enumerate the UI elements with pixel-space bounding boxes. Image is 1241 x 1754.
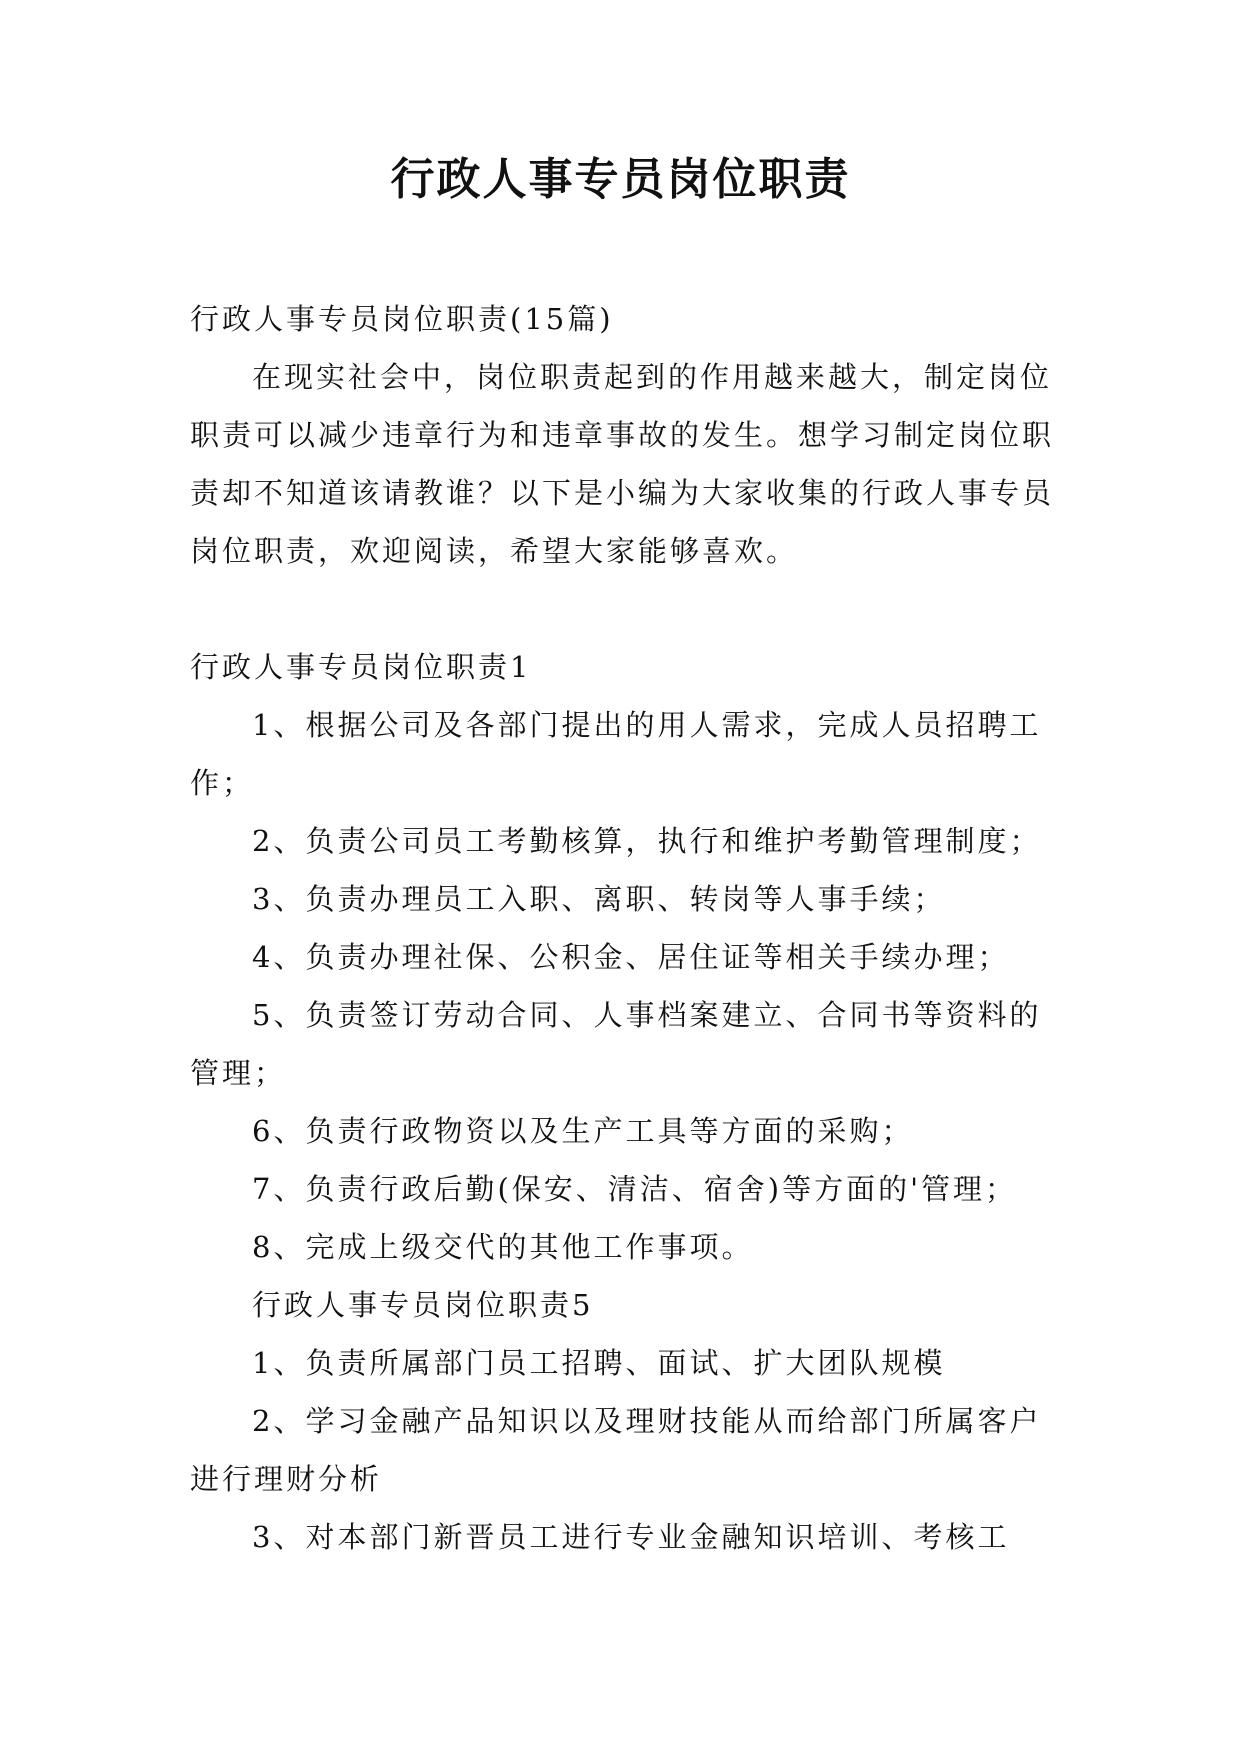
section-1-item-4: 4、负责办理社保、公积金、居住证等相关手续办理； <box>252 940 1010 974</box>
intro-paragraph: 在现实社会中，岗位职责起到的作用越来越大，制定岗位职责可以减少违章行为和违章事故的发生。想学习制定岗位职责却不知道该请教谁？以下是小编为大家收集的行政人事专员岗位职责，欢迎阅读，希望大家能够喜欢。 <box>190 360 1055 568</box>
section-1-item-3: 3、负责办理员工入职、离职、转岗等人事手续； <box>252 882 946 916</box>
section-1-item-5: 5、负责签订劳动合同、人事档案建立、合同书等资料的管理； <box>190 998 1042 1090</box>
section-5-heading: 行政人事专员岗位职责5 <box>252 1288 594 1322</box>
section-5-item-3: 3、对本部门新晋员工进行专业金融知识培训、考核工 <box>252 1520 1010 1554</box>
section-1-heading: 行政人事专员岗位职责1 <box>190 650 532 684</box>
document-body <box>190 290 1060 1566</box>
section-1-item-6: 6、负责行政物资以及生产工具等方面的采购； <box>252 1114 914 1148</box>
paragraph-spacer <box>190 580 1060 638</box>
section-1-item-8: 8、完成上级交代的其他工作事项。 <box>252 1230 754 1264</box>
section-5-item-1: 1、负责所属部门员工招聘、面试、扩大团队规模 <box>252 1346 946 1380</box>
document-title: 行政人事专员岗位职责 <box>390 154 851 205</box>
section-5-item-2: 2、学习金融产品知识以及理财技能从而给部门所属客户进行理财分析 <box>190 1404 1042 1496</box>
section-1-item-2: 2、负责公司员工考勤核算，执行和维护考勤管理制度； <box>252 824 1042 858</box>
section-1-item-7: 7、负责行政后勤(保安、清洁、宿舍)等方面的'管理； <box>252 1172 1018 1206</box>
document-subtitle: 行政人事专员岗位职责(15篇) <box>190 302 614 336</box>
section-1-item-1: 1、根据公司及各部门提出的用人需求，完成人员招聘工作； <box>190 708 1042 800</box>
